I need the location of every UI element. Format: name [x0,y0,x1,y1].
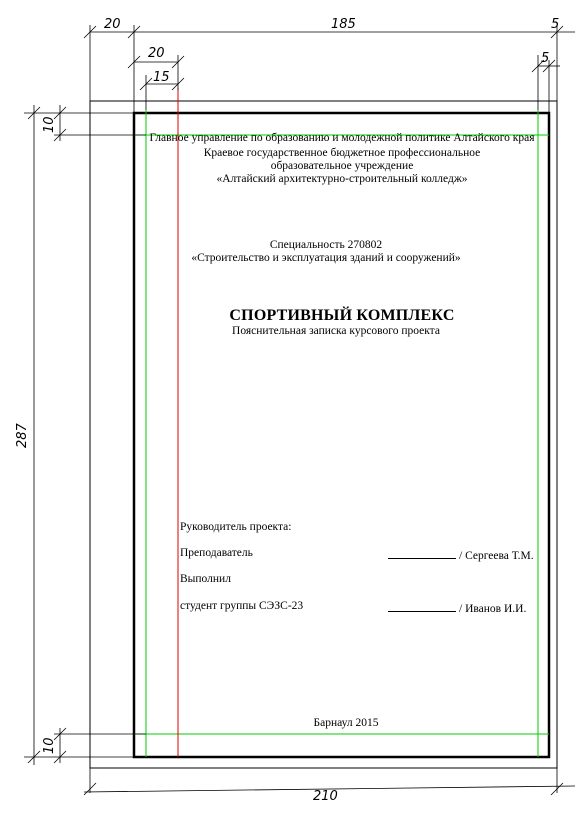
performer-label: Выполнил [180,573,231,585]
dim-label-left-margin-outer: 20 [104,17,121,32]
header-line-ministry: Главное управление по образованию и молодежной политике Алтайского края [149,132,535,144]
dim-label-red-margin: 15 [153,70,170,85]
specialty-code: Специальность 270802 [269,239,383,251]
dim-label-page-height: 287 [15,423,30,448]
teacher-signature-line [388,548,534,563]
student-name: / Иванов И.И. [459,603,527,615]
document-title: СПОРТИВНЫЙ КОМПЛЕКС [229,307,455,324]
city-year: Барнаул 2015 [313,717,379,729]
sheet-outline [90,101,557,768]
left-dimensions [24,105,146,765]
student-label: студент группы СЭЗС-23 [180,600,304,612]
dim-label-left-margin-inner: 20 [148,46,165,61]
dim-label-bottom-margin: 10 [42,737,57,754]
header-line-institution-kind: образовательное учреждение [270,160,414,172]
dim-label-width-inner: 185 [331,17,356,32]
top-dimensions [84,25,575,113]
document-frame [134,113,549,757]
dim-label-page-width: 210 [313,789,338,804]
dim-label-right-margin-inner: 5 [541,51,550,66]
signature-blank [388,548,456,559]
supervisor-label: Руководитель проекта: [180,521,292,533]
teacher-label: Преподаватель [180,547,253,559]
document-subtitle: Пояснительная записка курсового проекта [232,325,440,337]
header-line-institution-type: Краевое государственное бюджетное профессиональное [203,147,481,159]
student-signature-line [388,601,526,616]
dim-label-right-margin-outer: 5 [551,17,560,32]
signature-blank [388,601,456,612]
dim-label-top-margin: 10 [42,116,57,133]
teacher-name: / Сергеева Т.М. [459,550,534,562]
header-line-college-name: «Алтайский архитектурно-строительный колледж» [216,173,468,185]
specialty-name: «Строительство и эксплуатация зданий и сооружений» [191,252,461,264]
